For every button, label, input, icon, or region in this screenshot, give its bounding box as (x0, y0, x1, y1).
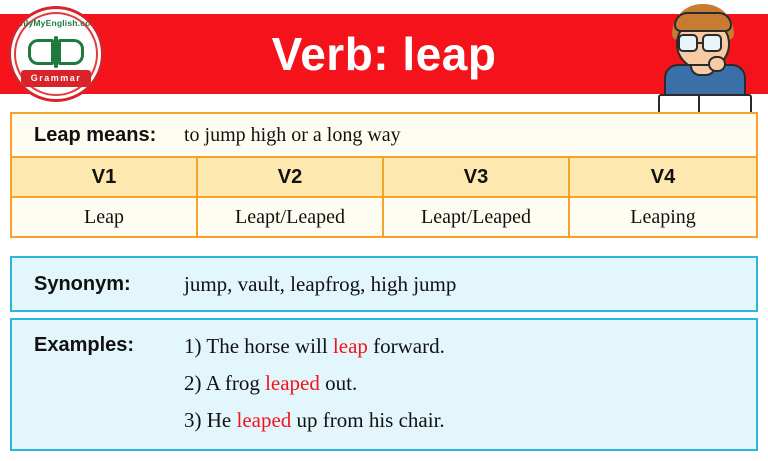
example-highlight: leaped (265, 371, 320, 395)
forms-value-v2: Leapt/Leaped (198, 198, 384, 236)
forms-header-v4: V4 (650, 165, 676, 188)
synonym-label: Synonym: (34, 272, 131, 295)
meaning-label: Leap means: (34, 123, 157, 146)
example-prefix: 3) He (184, 408, 237, 432)
boy-reading-book-illustration (652, 2, 762, 120)
forms-value-row (12, 198, 756, 236)
header (0, 0, 768, 108)
example-suffix: up from his chair. (291, 408, 445, 432)
synonym-section (10, 256, 758, 312)
example-item (184, 371, 756, 396)
example-highlight: leaped (236, 408, 292, 432)
forms-value-v4: Leaping (570, 198, 756, 236)
site-logo (8, 6, 104, 102)
forms-value-v3: Leapt/Leaped (384, 198, 570, 236)
logo-top-text: OnlyMyEnglish.com (13, 18, 99, 28)
example-highlight: leap (332, 334, 368, 358)
example-suffix: out. (319, 371, 358, 395)
examples-label: Examples: (34, 334, 135, 356)
examples-section (10, 318, 758, 451)
meaning-value: to jump high or a long way (184, 123, 401, 146)
example-prefix: 2) A frog (184, 371, 266, 395)
example-suffix: forward. (367, 334, 445, 358)
synonym-value: jump, vault, leapfrog, high jump (184, 271, 457, 296)
example-item (184, 408, 756, 433)
verb-forms-table (10, 112, 758, 238)
forms-header-v3: V3 (384, 158, 570, 196)
forms-value-v1: Leap (12, 198, 198, 236)
open-book-icon (27, 35, 85, 69)
logo-ribbon-text: Grammar (21, 70, 91, 87)
meaning-row (12, 114, 756, 158)
page-title: Verb: leap (271, 28, 497, 80)
examples-list (184, 334, 756, 449)
forms-header-v1: V1 (12, 158, 198, 196)
example-item (184, 334, 756, 359)
forms-header-v2: V2 (198, 158, 384, 196)
example-prefix: 1) The horse will (184, 334, 333, 358)
forms-header-row (12, 158, 756, 198)
